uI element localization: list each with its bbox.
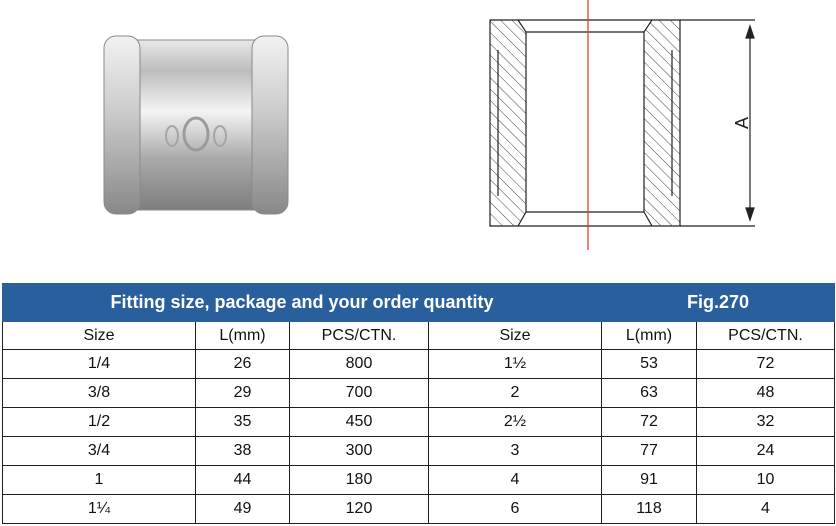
table-cell: 4 (697, 495, 835, 524)
coupling-photo (96, 30, 296, 220)
table-cell: 32 (697, 408, 835, 437)
column-header: PCS/CTN. (290, 322, 429, 350)
table-cell: 700 (290, 379, 429, 408)
table-cell: 49 (196, 495, 290, 524)
table-cell: 48 (697, 379, 835, 408)
table-cell: 3 (429, 437, 602, 466)
table-cell: 1 (3, 466, 196, 495)
table-cell: 72 (602, 408, 697, 437)
table-row (3, 495, 835, 524)
table-cell: 1½ (429, 350, 602, 379)
table-row (3, 379, 835, 408)
table-cell: 1/4 (3, 350, 196, 379)
table-cell: 120 (290, 495, 429, 524)
table-cell: 6 (429, 495, 602, 524)
table-cell: 53 (602, 350, 697, 379)
table-cell: 800 (290, 350, 429, 379)
table-cell: 72 (697, 350, 835, 379)
table-cell: 180 (290, 466, 429, 495)
table-cell: 10 (697, 466, 835, 495)
table-cell: 63 (602, 379, 697, 408)
table-cell: 77 (602, 437, 697, 466)
table-cell: 450 (290, 408, 429, 437)
table-cell: 44 (196, 466, 290, 495)
column-header: Size (429, 322, 602, 350)
order-quantity-table (2, 283, 835, 524)
column-header: Size (3, 322, 196, 350)
table-row (3, 466, 835, 495)
figure-number: Fig.270 (602, 284, 835, 322)
column-header: L(mm) (602, 322, 697, 350)
column-header: PCS/CTN. (697, 322, 835, 350)
table-cell: 24 (697, 437, 835, 466)
table-cell: 2½ (429, 408, 602, 437)
table-cell: 38 (196, 437, 290, 466)
table-cell: 91 (602, 466, 697, 495)
table-cell: 118 (602, 495, 697, 524)
table-cell: 29 (196, 379, 290, 408)
table-title: Fitting size, package and your order quantity (3, 284, 602, 322)
table-cell: 3/4 (3, 437, 196, 466)
table-cell: 35 (196, 408, 290, 437)
table-cell: 3/8 (3, 379, 196, 408)
table-cell: 300 (290, 437, 429, 466)
table-cell: 26 (196, 350, 290, 379)
table-row (3, 350, 835, 379)
table-cell: 1/2 (3, 408, 196, 437)
table-cell: 4 (429, 466, 602, 495)
column-header-row (3, 322, 835, 350)
table-cell: 2 (429, 379, 602, 408)
table-row (3, 437, 835, 466)
table-cell: 1¼ (3, 495, 196, 524)
column-header: L(mm) (196, 322, 290, 350)
coupling-cross-section-drawing (480, 0, 780, 260)
dimension-label: A (732, 116, 752, 130)
table-row (3, 408, 835, 437)
